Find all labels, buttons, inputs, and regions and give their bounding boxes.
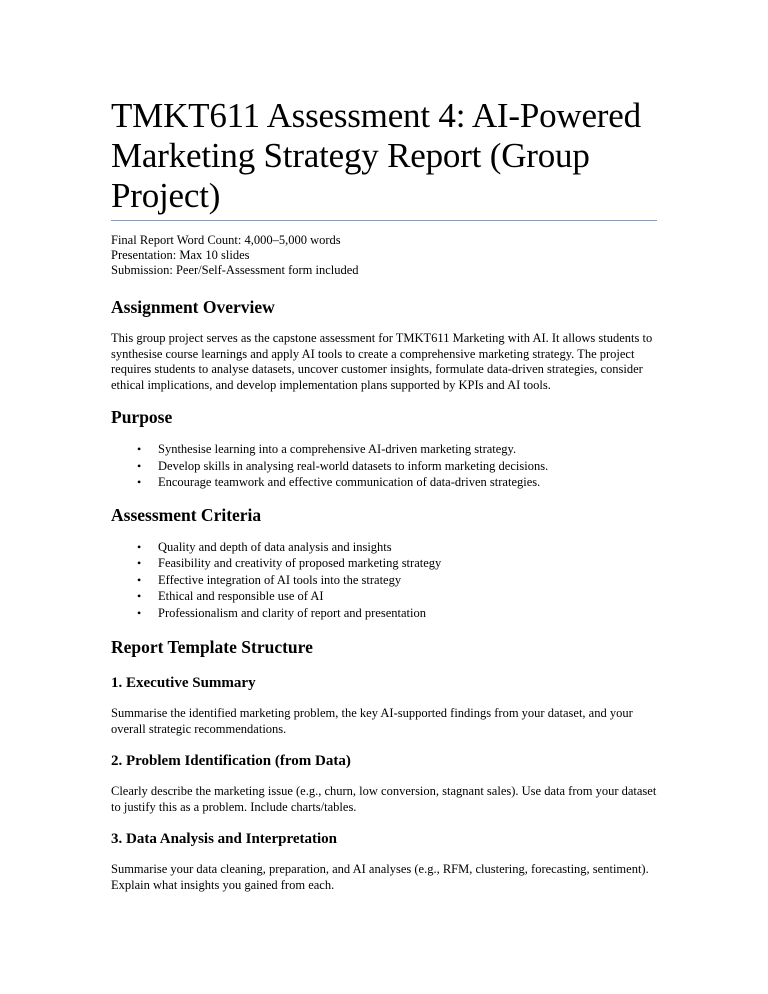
document-title: TMKT611 Assessment 4: AI-Powered Marketing Strategy Report (Group Project) (111, 96, 657, 221)
purpose-list (111, 441, 659, 491)
heading-executive-summary: 1. Executive Summary (111, 675, 256, 691)
meta-submission: Submission: Peer/Self-Assessment form included (111, 263, 359, 277)
purpose-item: • Encourage teamwork and effective communication of data-driven strategies. (111, 474, 659, 491)
criteria-item: • Feasibility and creativity of proposed marketing strategy (111, 555, 659, 572)
overview-paragraph: This group project serves as the capstone assessment for TMKT611 Marketing with AI. It allows students to synthesise course learnings and apply AI tools to create a comprehensive marketing strategy. The project requires students to analyse datasets, uncover customer insights, formulate data-driven strategies, consider ethical implications, and develop implementation plans supported by KPIs and AI tools. (111, 331, 653, 392)
purpose-item: • Synthesise learning into a comprehensive AI-driven marketing strategy. (111, 441, 659, 458)
heading-purpose: Purpose (111, 407, 173, 427)
heading-problem-identification: 2. Problem Identification (from Data) (111, 753, 351, 769)
meta-presentation: Presentation: Max 10 slides (111, 248, 250, 262)
heading-data-analysis: 3. Data Analysis and Interpretation (111, 831, 337, 847)
data-analysis-paragraph: Summarise your data cleaning, preparation, and AI analyses (e.g., RFM, clustering, forecasting, sentiment). Explain what insights you gained from each. (111, 862, 649, 892)
executive-summary-paragraph: Summarise the identified marketing problem, the key AI-supported findings from your dataset, and your overall strategic recommendations. (111, 706, 633, 736)
document-body (111, 96, 659, 893)
criteria-list (111, 539, 659, 622)
heading-assignment-overview: Assignment Overview (111, 297, 275, 317)
criteria-item: • Ethical and responsible use of AI (111, 588, 659, 605)
heading-report-template-structure: Report Template Structure (111, 637, 313, 657)
document-meta (111, 233, 659, 278)
criteria-item: • Professionalism and clarity of report and presentation (111, 605, 659, 622)
criteria-item: • Effective integration of AI tools into the strategy (111, 572, 659, 589)
purpose-item: • Develop skills in analysing real-world datasets to inform marketing decisions. (111, 458, 659, 475)
problem-identification-paragraph: Clearly describe the marketing issue (e.g., churn, low conversion, stagnant sales). Use data from your dataset to justify this as a problem. Include charts/tables. (111, 784, 657, 814)
meta-word-count: Final Report Word Count: 4,000–5,000 words (111, 233, 341, 247)
heading-assessment-criteria: Assessment Criteria (111, 504, 262, 525)
criteria-item: • Quality and depth of data analysis and insights (111, 539, 659, 556)
